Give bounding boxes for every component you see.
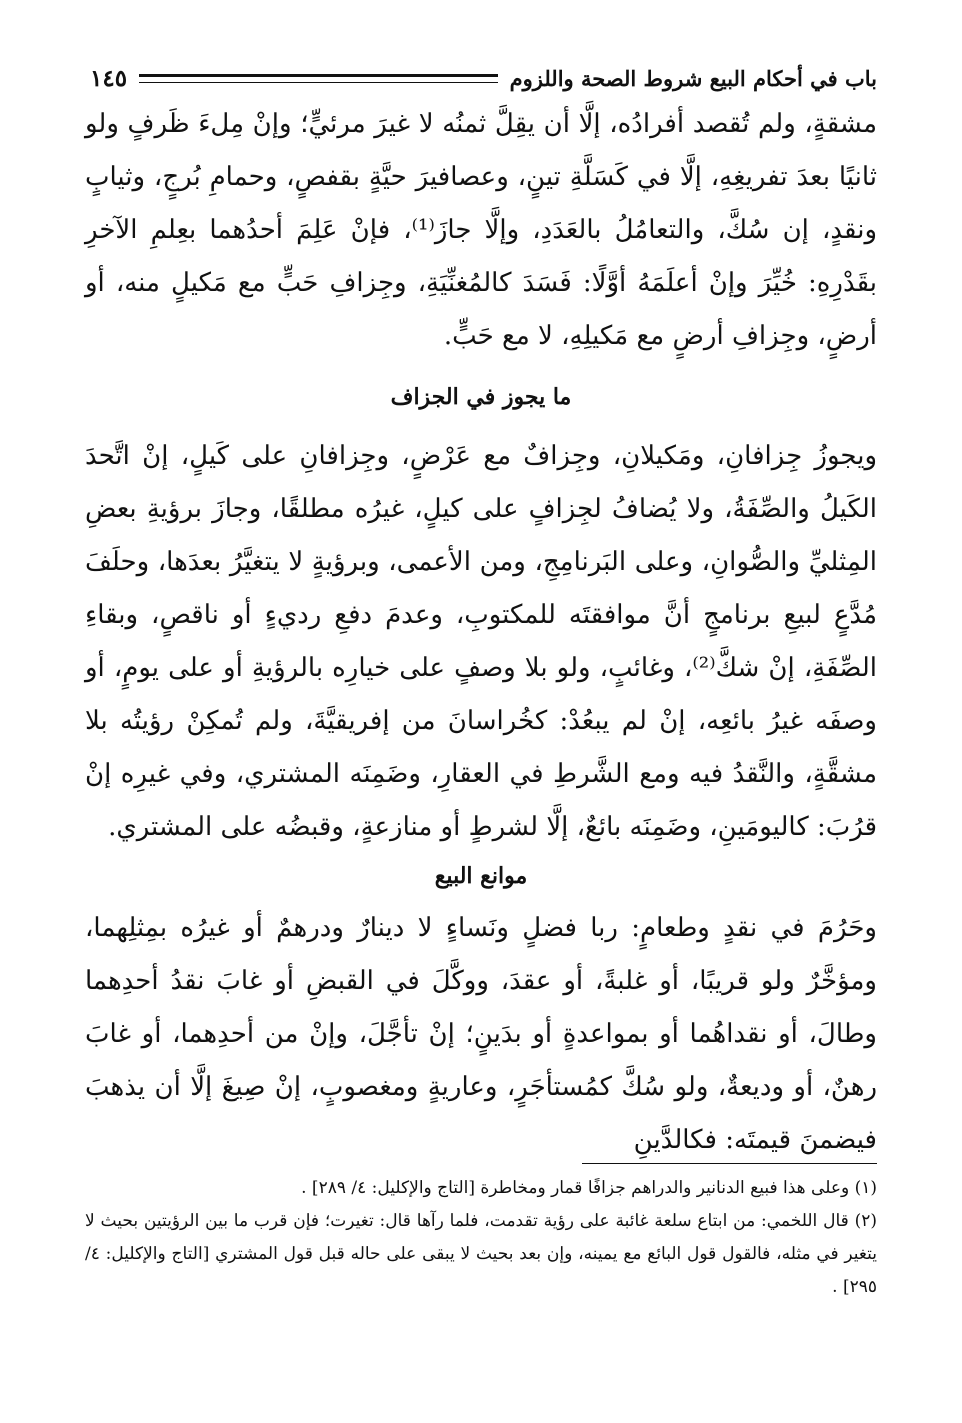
footnotes bbox=[85, 1172, 877, 1304]
header-rule bbox=[139, 74, 498, 83]
chapter-title: باب في أحكام البيع شروط الصحة واللزوم bbox=[509, 65, 877, 91]
paragraph-1: مشقةٍ، ولم تُقصد أفرادُه، إلَّا أن يقِلَّ ثمنُه لا غيرَ مرئيٍّ؛ وإنْ مِلءَ ظَرفٍ ولو ثانيًا بعدَ تفريغِهِ، إلَّا في كَسَلَّةِ تينٍ، وعصافيرَ حيَّةٍ بقفصٍ، وحمامِ بُرجٍ، وثيابٍ ونقدٍ، إن سُكَّ، والتعامُلُ بالعَدَدِ، وإلَّا جازَ⁽¹⁾، فإنْ عَلِمَ أحدُهما بعِلمِ الآخرِ بقَدْرِهِ: خُيِّرَ وإنْ أعلَمَهُ أوَّلًا: فَسَدَ كالمُغنِّيَةِ، وجِزافِ حَبٍّ مع مَكيلٍ منه، أو أرضٍ، وجِزافِ أرضٍ مع مَكيلِهِ، لا مع حَبٍّ. bbox=[85, 109, 877, 351]
section-heading-mawani: موانع البيع bbox=[434, 863, 528, 889]
page-number: ١٤٥ bbox=[90, 64, 128, 92]
section-heading-jizaf: ما يجوز في الجزاف bbox=[390, 384, 572, 410]
paragraph-2: ويجوزُ جِزافانِ، ومَكيلانِ، وجِزافٌ مع عَرْضٍ، وجِزافانِ على كَيلٍ، إنْ اتَّحدَ الكَيلُ والصِّفَةُ، ولا يُضافُ لجِزافٍ على كيلٍ، غيرُه مطلقًا، وجازَ برؤيةِ بعضِ المِثليِّ والصُّوانِ، وعلى البَرنامِجِ، ومن الأعمى، وبرؤيةٍ لا يتغيَّرُ بعدَها، وحلَفَ مُدَّعٍ لبيعِ برنامجٍ أنَّ موافقتَه للمكتوبِ، وعدمَ دفعِ رديءٍ أو ناقصٍ، وبقاءِ الصِّفَةِ، إنْ شكَّ⁽²⁾، وغائبٍ، ولو بلا وصفٍ على خيارِه بالرؤيةِ أو على يومٍ، أو وصفَه غيرُ بائعِه، إنْ لم يبعُدْ: كخُراسانَ من إفريقيَّةَ، ولم تُمكِنْ رؤيتُه بلا مشقَّةٍ، والنَّقدُ فيه ومع الشَّرطِ في العقارِ، وضَمِنَه المشتري، وفي غيرِه إنْ قرُبَ: كاليومَينِ، وضَمِنَه بائعٌ، إلَّا لشرطٍ أو منازعةٍ، وقبضُه على المشتري. bbox=[85, 441, 877, 842]
footnote-separator bbox=[582, 1163, 877, 1164]
footnote-1: (١) وعلى هذا فبيع الدنانير والدراهم جزافًا قمار ومخاطرة [التاج والإكليل: ٤/ ٢٨٩] . bbox=[301, 1178, 877, 1198]
footnote-2: (٢) قال اللخمي: من ابتاع سلعة غائبة على رؤية تقدمت، فلما رآها قال: تغيرت؛ فإن قرب ما بين الرؤيتين بحيث لا يتغير في مثله، فالقول قول البائع مع يمينه، وإن بعد بحيث لا يبقى على حاله قبل قول المشتري [التاج والإكليل: ٤/ ٢٩٥] . bbox=[85, 1211, 877, 1297]
running-header bbox=[90, 58, 877, 98]
paragraph-3: وحَرُمَ في نقدٍ وطعامٍ: ربا فضلٍ ونَساءٍ لا دينارٌ ودرهمٌ أو غيرُه بمِثلِهما، ومؤخَّرٌ ولو قريبًا، أو غلبةً، أو عقدَ، ووكَّلَ في القبضِ أو غابَ نقدُ أحدِهما وطالَ، أو نقداهُما أو بمواعدةٍ أو بدَينٍ؛ إنْ تأجَّلَ، وإنْ من أحدِهما، أو غابَ رهنٌ، أو وديعةٌ، ولو سُكَّ كمُستأجَرٍ، وعاريةٍ ومغصوبٍ، إنْ صِيغَ إلَّا أن يذهبَ فيضمنَ قيمتَه: فكالدَّينِ bbox=[85, 913, 877, 1155]
